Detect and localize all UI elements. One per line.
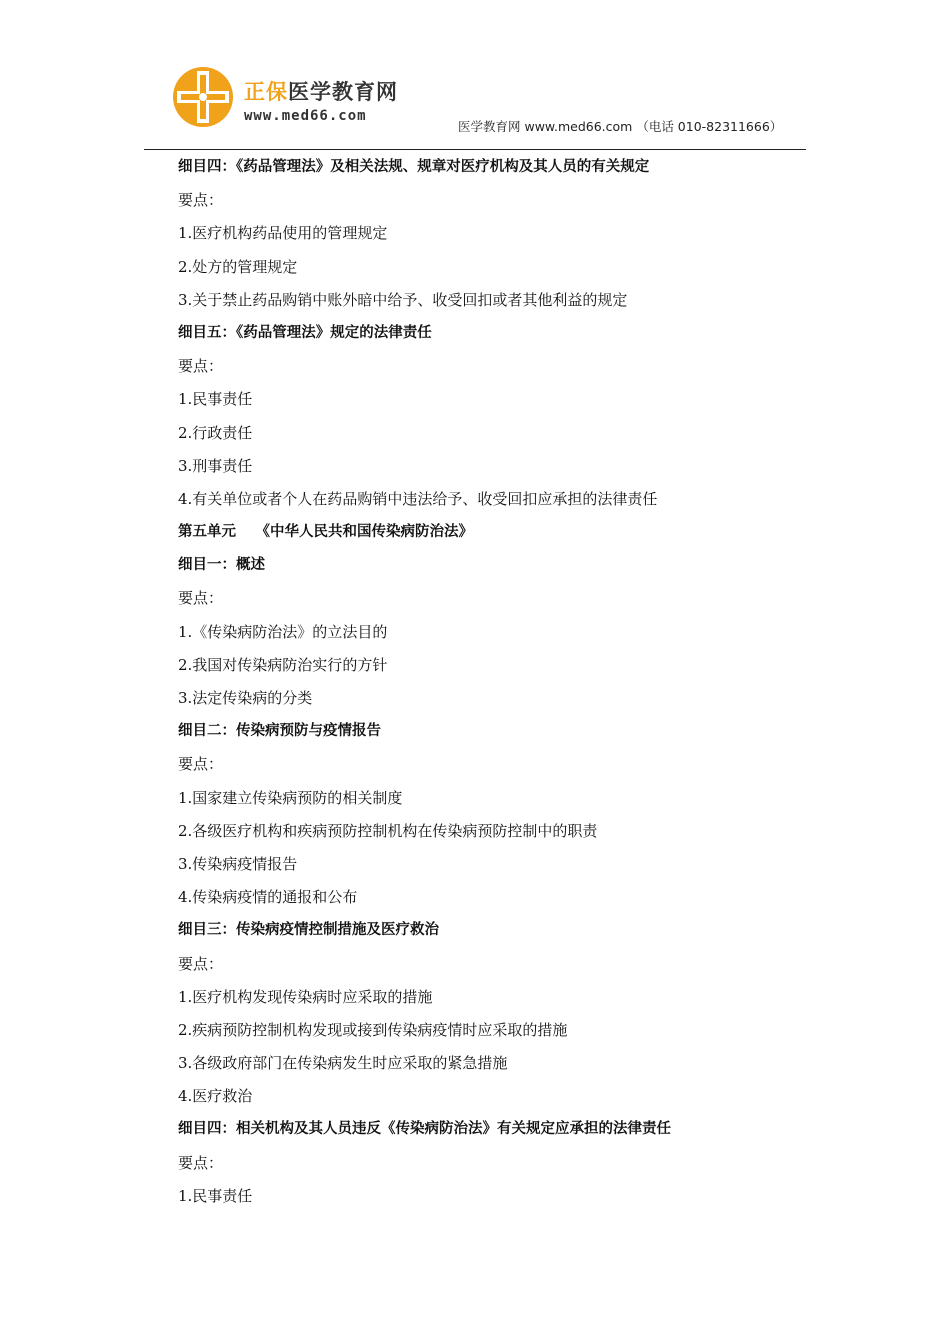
body-text-line: 1.医疗机构药品使用的管理规定	[178, 224, 388, 243]
body-text-line: 要点：	[178, 755, 224, 774]
body-text-line: 2.疾病预防控制机构发现或接到传染病疫情时应采取的措施	[178, 1020, 568, 1039]
section-heading: 细目二：传染病预防与疫情报告	[178, 723, 381, 740]
site-logo[interactable]	[170, 64, 420, 134]
header-divider	[144, 149, 806, 150]
body-text-line: 2.行政责任	[178, 423, 253, 442]
body-text-line: 要点：	[178, 191, 224, 210]
section-heading: 细目一：概述	[178, 557, 265, 574]
body-text-line: 1.《传染病防治法》的立法目的	[178, 622, 388, 641]
body-text-line: 2.我国对传染病防治实行的方针	[178, 655, 388, 674]
section-heading: 细目四：相关机构及其人员违反《传染病防治法》有关规定应承担的法律责任	[178, 1121, 671, 1138]
section-heading: 细目五：《药品管理法》规定的法律责任	[178, 324, 432, 341]
body-text-line: 要点：	[178, 954, 224, 973]
body-text-line: 1.医疗机构发现传染病时应采取的措施	[178, 987, 433, 1006]
section-heading: 细目三：传染病疫情控制措施及医疗救治	[178, 922, 439, 939]
cross-emblem-icon	[172, 66, 234, 128]
body-text-line: 3.法定传染病的分类	[178, 689, 313, 707]
body-text-line: 3.刑事责任	[178, 456, 253, 475]
logo-brand-text	[244, 76, 398, 106]
body-text-line: 要点：	[178, 1153, 224, 1172]
body-text-line: 4.有关单位或者个人在药品购销中违法给予、收受回扣应承担的法律责任	[178, 489, 658, 508]
section-heading: 第五单元 《中华人民共和国传染病防治法》	[178, 524, 474, 541]
logo-brand-part1: 正保	[244, 80, 288, 104]
body-text-line: 1.民事责任	[178, 1186, 253, 1205]
body-text-line: 3.关于禁止药品购销中账外暗中给予、收受回扣或者其他利益的规定	[178, 290, 628, 309]
body-text-line: 4.传染病疫情的通报和公布	[178, 888, 358, 907]
body-text-line: 2.处方的管理规定	[178, 257, 298, 276]
header-contact: 医学教育网 www.med66.com （电话 010-82311666）	[458, 119, 783, 134]
body-text-line: 要点：	[178, 589, 224, 608]
body-text-line: 1.国家建立传染病预防的相关制度	[178, 788, 403, 807]
section-heading: 细目四：《药品管理法》及相关法规、规章对医疗机构及其人员的有关规定	[178, 159, 650, 175]
document-body	[178, 154, 798, 1216]
body-text-line: 3.传染病疫情报告	[178, 854, 298, 873]
logo-url: www.med66.com	[244, 108, 367, 124]
body-text-line: 1.民事责任	[178, 390, 253, 409]
logo-brand-part2: 医学教育网	[288, 80, 398, 104]
body-text-line: 要点：	[178, 357, 224, 376]
body-text-line: 3.各级政府部门在传染病发生时应采取的紧急措施	[178, 1054, 508, 1073]
body-text-line: 4.医疗救治	[178, 1087, 253, 1106]
body-text-line: 2.各级医疗机构和疾病预防控制机构在传染病预防控制中的职责	[178, 821, 598, 840]
